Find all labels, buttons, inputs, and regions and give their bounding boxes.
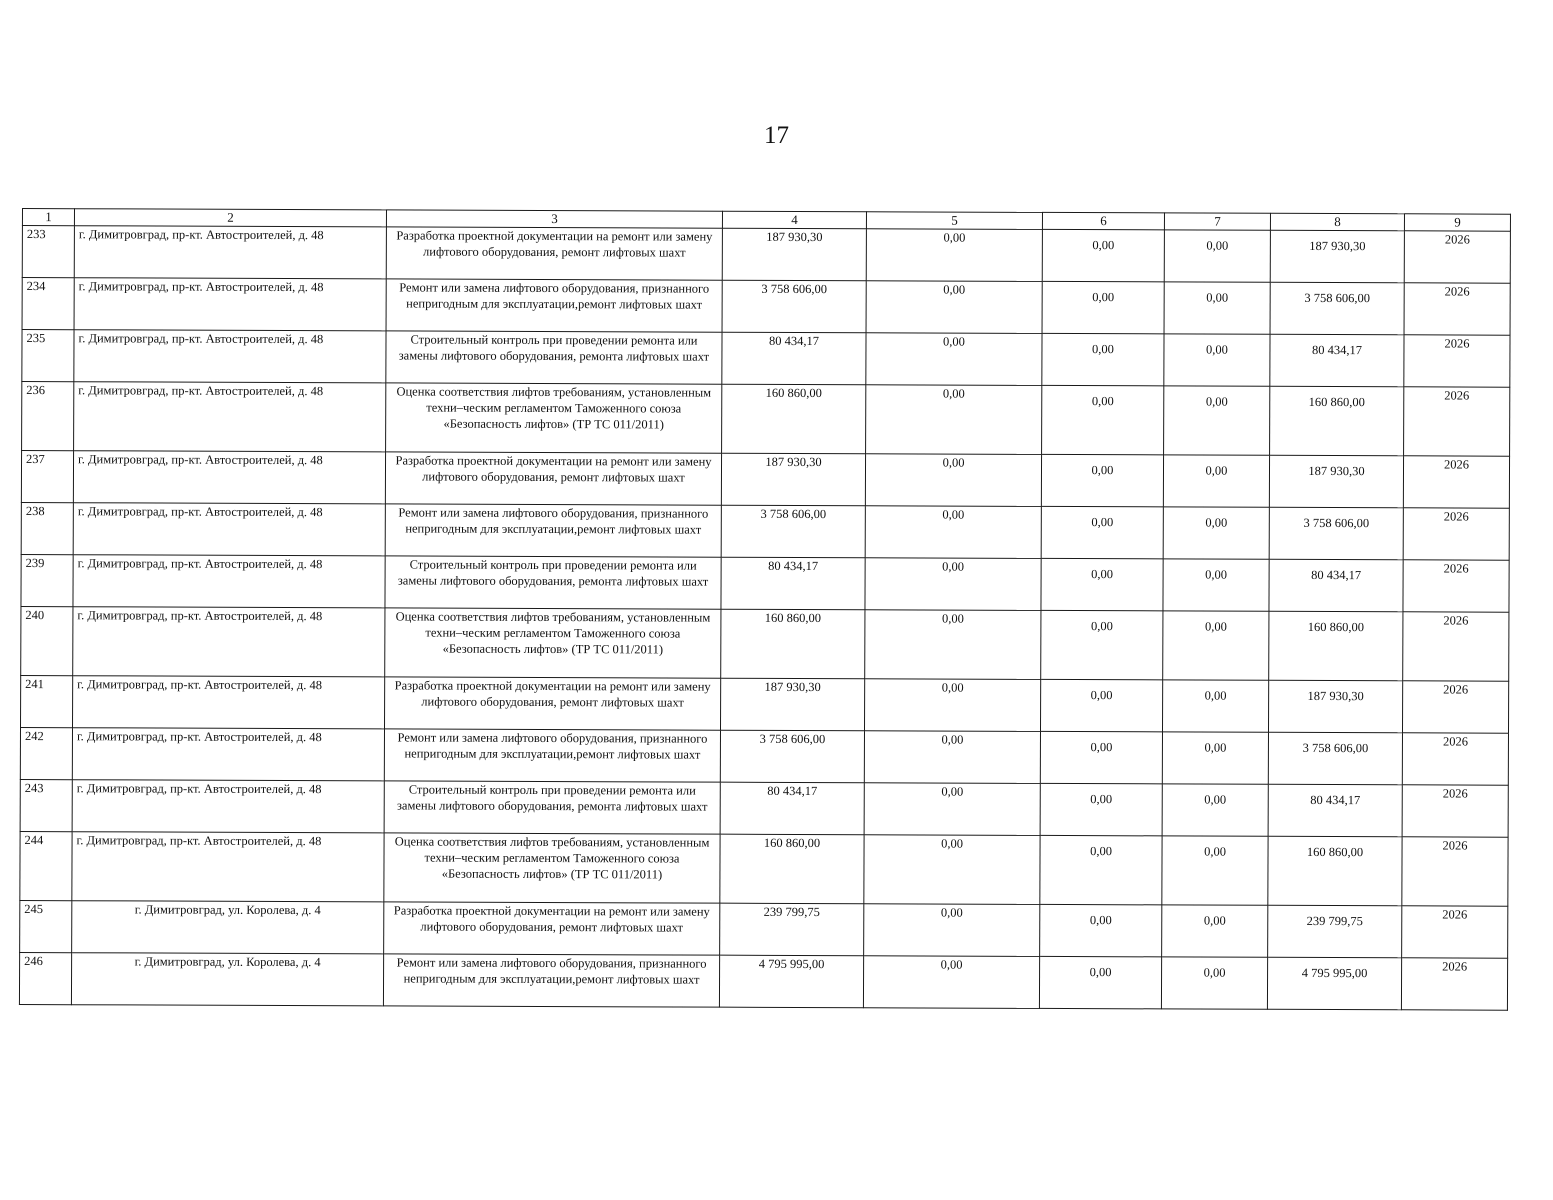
row-total-cost: 239 799,75 [720,903,864,956]
row-col7-value: 0,00 [1164,334,1270,386]
row-col5-value: 0,00 [865,610,1041,680]
table-row [22,330,1510,388]
row-total-cost: 80 434,17 [721,557,865,610]
row-col5-value: 0,00 [863,956,1039,1009]
row-col5-value: 0,00 [864,679,1040,732]
column-header: 5 [866,212,1042,230]
row-year: 2026 [1404,283,1510,335]
row-col5-value: 0,00 [866,281,1042,334]
row-work-type: Строительный контроль при проведении ремонта или замены лифтового оборудования, ремонта лифтовых шахт [386,331,722,384]
row-number: 243 [20,779,72,831]
column-header: 3 [386,210,722,228]
column-header: 1 [22,209,74,226]
row-col8-value: 4 795 995,00 [1267,957,1401,1010]
row-col7-value: 0,00 [1162,836,1268,905]
row-year: 2026 [1404,335,1510,387]
row-col6-value: 0,00 [1040,904,1162,956]
row-col8-value: 160 860,00 [1268,836,1402,906]
row-year: 2026 [1404,387,1510,456]
row-total-cost: 187 930,30 [721,678,865,731]
column-header: 4 [722,211,866,229]
row-year: 2026 [1403,560,1509,612]
row-number: 238 [21,502,73,554]
row-col6-value: 0,00 [1041,558,1163,610]
column-header: 9 [1404,214,1510,231]
row-col7-value: 0,00 [1162,680,1268,732]
row-col5-value: 0,00 [866,333,1042,386]
row-col6-value: 0,00 [1042,333,1164,385]
row-total-cost: 3 758 606,00 [721,505,865,558]
row-col8-value: 80 434,17 [1268,784,1402,837]
table-row [22,226,1510,284]
row-total-cost: 160 860,00 [721,609,865,679]
row-address: г. Димитровград, ул. Королева, д. 4 [71,953,383,1006]
row-year: 2026 [1403,508,1509,560]
table-row [19,952,1507,1010]
row-number: 236 [22,382,74,451]
table-row [20,900,1508,958]
row-col5-value: 0,00 [865,454,1041,507]
table-row [21,554,1509,612]
row-work-type: Ремонт или замена лифтового оборудования, признанного непригодным для эксплуатации,ремонт лифтовых шахт [383,954,719,1007]
row-address: г. Димитровград, пр-кт. Автостроителей, д. 48 [73,607,385,677]
row-col8-value: 80 434,17 [1269,559,1403,612]
row-address: г. Димитровград, пр-кт. Автостроителей, д. 48 [74,330,386,383]
row-col7-value: 0,00 [1162,905,1268,957]
row-col7-value: 0,00 [1162,732,1268,784]
row-total-cost: 187 930,30 [721,453,865,506]
row-work-type: Строительный контроль при проведении ремонта или замены лифтового оборудования, ремонта лифтовых шахт [385,556,721,609]
row-col7-value: 0,00 [1163,507,1269,559]
row-col8-value: 160 860,00 [1270,386,1404,456]
table-row [20,831,1508,906]
works-table [19,208,1511,1011]
row-col5-value: 0,00 [866,229,1042,282]
row-year: 2026 [1402,733,1508,785]
row-col8-value: 187 930,30 [1270,230,1404,283]
column-header: 6 [1042,212,1164,229]
row-address: г. Димитровград, пр-кт. Автостроителей, д. 48 [73,676,385,729]
table-row [20,727,1508,785]
row-total-cost: 160 860,00 [720,834,864,904]
column-header: 2 [74,209,386,227]
row-col6-value: 0,00 [1041,506,1163,558]
row-col8-value: 239 799,75 [1268,905,1402,958]
row-year: 2026 [1402,837,1508,906]
row-number: 234 [22,278,74,330]
row-work-type: Оценка соответствия лифтов требованиям, установленным техни–ческим регламентом Таможенного союза «Безопасность лифтов» (ТР ТС 011/2011) [385,608,721,678]
row-total-cost: 80 434,17 [720,782,864,835]
row-total-cost: 160 860,00 [722,384,866,454]
row-col6-value: 0,00 [1041,610,1163,679]
row-work-type: Строительный контроль при проведении ремонта или замены лифтового оборудования, ремонта лифтовых шахт [384,781,720,834]
row-col8-value: 3 758 606,00 [1269,507,1403,560]
row-col7-value: 0,00 [1161,957,1267,1009]
table-row [22,382,1510,457]
row-year: 2026 [1401,958,1507,1010]
row-col7-value: 0,00 [1163,559,1269,611]
row-work-type: Разработка проектной документации на ремонт или замену лифтового оборудования, ремонт лифтовых шахт [386,227,722,280]
row-work-type: Ремонт или замена лифтового оборудования, признанного непригодным для эксплуатации,ремонт лифтовых шахт [384,729,720,782]
row-year: 2026 [1402,906,1508,958]
row-number: 241 [21,675,73,727]
row-col8-value: 187 930,30 [1269,455,1403,508]
row-col8-value: 3 758 606,00 [1270,282,1404,335]
row-col6-value: 0,00 [1042,385,1164,454]
row-address: г. Димитровград, ул. Королева, д. 4 [72,901,384,954]
row-work-type: Разработка проектной документации на ремонт или замену лифтового оборудования, ремонт лифтовых шахт [385,677,721,730]
row-work-type: Оценка соответствия лифтов требованиям, установленным техни–ческим регламентом Таможенного союза «Безопасность лифтов» (ТР ТС 011/2011) [384,833,720,903]
row-col8-value: 3 758 606,00 [1268,732,1402,785]
row-col5-value: 0,00 [864,783,1040,836]
row-year: 2026 [1403,612,1509,681]
row-col5-value: 0,00 [865,558,1041,611]
row-col8-value: 187 930,30 [1268,680,1402,733]
row-col6-value: 0,00 [1040,835,1162,904]
row-number: 242 [20,727,72,779]
row-col6-value: 0,00 [1040,679,1162,731]
row-work-type: Оценка соответствия лифтов требованиям, установленным техни–ческим регламентом Таможенного союза «Безопасность лифтов» (ТР ТС 011/2011) [386,383,722,453]
row-col5-value: 0,00 [866,385,1042,455]
row-address: г. Димитровград, пр-кт. Автостроителей, д. 48 [73,451,385,504]
row-total-cost: 3 758 606,00 [720,730,864,783]
row-total-cost: 187 930,30 [722,228,866,281]
row-col5-value: 0,00 [864,835,1040,905]
row-address: г. Димитровград, пр-кт. Автостроителей, д. 48 [72,832,384,902]
row-col7-value: 0,00 [1162,784,1268,836]
row-address: г. Димитровград, пр-кт. Автостроителей, д. 48 [73,503,385,556]
column-header: 7 [1164,213,1270,230]
row-col6-value: 0,00 [1040,783,1162,835]
row-col6-value: 0,00 [1042,281,1164,333]
table-row [21,675,1509,733]
row-col8-value: 80 434,17 [1270,334,1404,387]
row-total-cost: 4 795 995,00 [719,955,863,1008]
row-number: 246 [19,952,71,1004]
row-address: г. Димитровград, пр-кт. Автостроителей, д. 48 [74,382,386,452]
row-number: 237 [21,451,73,503]
table-body [19,226,1510,1011]
row-col5-value: 0,00 [864,904,1040,957]
row-address: г. Димитровград, пр-кт. Автостроителей, д. 48 [74,278,386,331]
row-col6-value: 0,00 [1042,229,1164,281]
row-number: 244 [20,831,72,900]
table-row [20,779,1508,837]
row-address: г. Димитровград, пр-кт. Автостроителей, д. 48 [72,780,384,833]
row-col6-value: 0,00 [1040,731,1162,783]
row-number: 233 [22,226,74,278]
row-work-type: Разработка проектной документации на ремонт или замену лифтового оборудования, ремонт лифтовых шахт [384,902,720,955]
row-work-type: Разработка проектной документации на ремонт или замену лифтового оборудования, ремонт лифтовых шахт [385,452,721,505]
row-number: 245 [20,900,72,952]
row-address: г. Димитровград, пр-кт. Автостроителей, д. 48 [73,555,385,608]
table-row [21,606,1509,681]
row-number: 240 [21,606,73,675]
row-work-type: Ремонт или замена лифтового оборудования, признанного непригодным для эксплуатации,ремонт лифтовых шахт [386,279,722,332]
row-total-cost: 80 434,17 [722,332,866,385]
row-work-type: Ремонт или замена лифтового оборудования, признанного непригодным для эксплуатации,ремонт лифтовых шахт [385,504,721,557]
row-col5-value: 0,00 [865,506,1041,559]
row-number: 239 [21,554,73,606]
table-row [21,451,1509,509]
row-col7-value: 0,00 [1163,611,1269,680]
row-year: 2026 [1402,681,1508,733]
row-address: г. Димитровград, пр-кт. Автостроителей, д. 48 [72,728,384,781]
table-row [22,278,1510,336]
row-col7-value: 0,00 [1164,386,1270,455]
row-col7-value: 0,00 [1163,455,1269,507]
row-year: 2026 [1403,456,1509,508]
page-number: 17 [764,122,789,149]
row-col7-value: 0,00 [1164,282,1270,334]
row-col6-value: 0,00 [1039,956,1161,1008]
row-total-cost: 3 758 606,00 [722,280,866,333]
row-col7-value: 0,00 [1164,230,1270,282]
row-col8-value: 160 860,00 [1269,611,1403,681]
row-address: г. Димитровград, пр-кт. Автостроителей, д. 48 [74,226,386,279]
row-number: 235 [22,330,74,382]
row-year: 2026 [1404,231,1510,283]
column-header: 8 [1270,213,1404,231]
row-col6-value: 0,00 [1041,454,1163,506]
row-year: 2026 [1402,785,1508,837]
table-row [21,502,1509,560]
row-col5-value: 0,00 [864,731,1040,784]
